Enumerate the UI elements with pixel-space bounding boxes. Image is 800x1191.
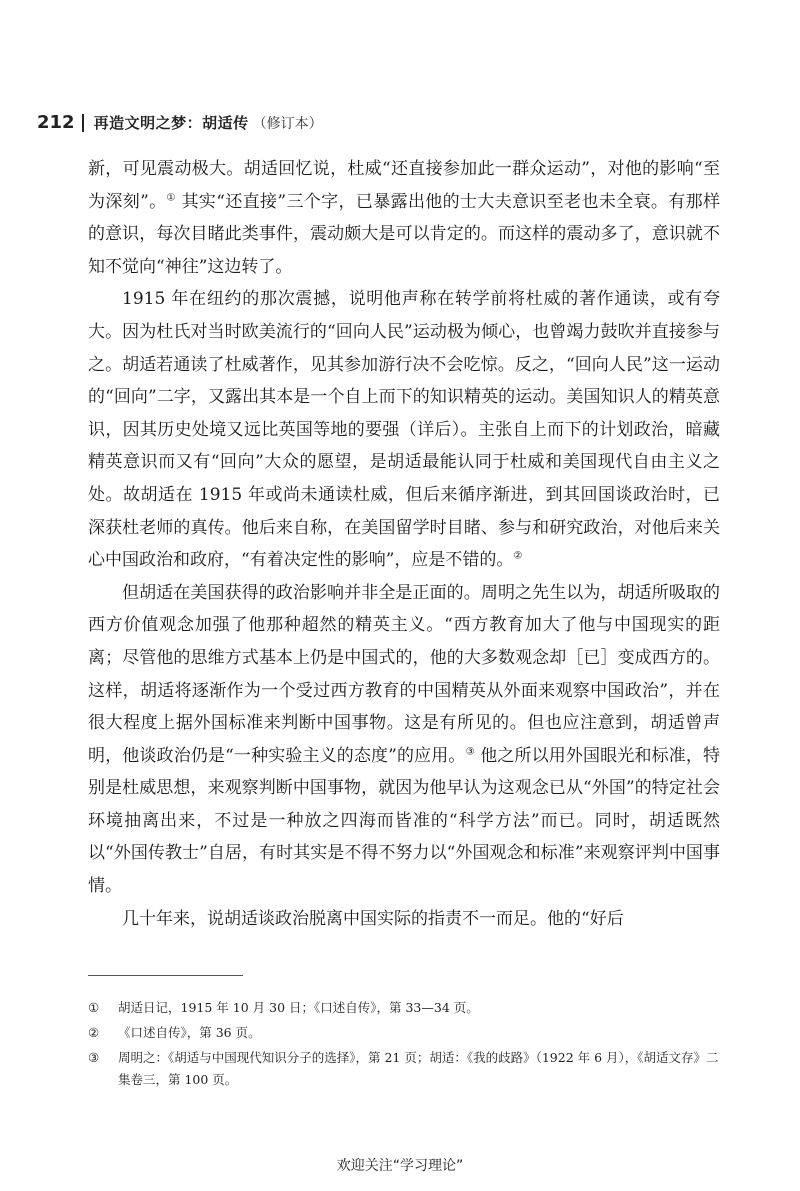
bottom-watermark-note: 欢迎关注“学习理论”	[336, 1158, 464, 1174]
footnote-mark: ③	[88, 1050, 100, 1065]
paragraph	[88, 577, 720, 903]
footnote-ref[interactable]: ③	[465, 746, 475, 758]
paragraph-text: 他之所以用外国眼光和标准，特别是杜威思想，来观察判断中国事物，就因为他早认为这观念已从“外国”的特定社会环境抽离出来，不过是一种放之四海而皆准的“科学方法”而已。同时，胡适既然以“外国传教士”自居，有时其实是不得不努力以“外国观念和标准”来观察评判中国事情。	[88, 745, 721, 897]
book-title: 再造文明之梦：胡适传	[93, 114, 249, 132]
footnote-divider	[88, 975, 243, 976]
footnotes	[88, 997, 720, 1094]
page-number: 212	[37, 112, 75, 133]
footnote-ref[interactable]: ②	[513, 550, 523, 562]
running-header	[37, 112, 323, 133]
paragraph-text: 1915 年在纽约的那次震撼，说明他声称在转学前将杜威的著作通读，或有夸大。因为杜氏对当时欧美流行的“回向人民”运动极为倾心，也曾竭力鼓吹并直接参与之。胡适若通读了杜威著作，见其参加游行决不会吃惊。反之，“回向人民”这一运动的“回向”二字，又露出其本是一个自上而下的知识精英的运动。美国知识人的精英意识，因其历史处境又远比英国等地的要强（详后）。主张自上而下的计划政治，暗藏精英意识而又有“回向”大众的愿望，是胡适最能认同于杜威和美国现代自由主义之处。故胡适在 1915 年或尚未通读杜威，但后来循序渐进，到其回国谈政治时，已深获杜老师的真传。他后来自称，在美国留学时目睹、参与和研究政治，对他后来关心中国政治和政府，“有着决定性的影响”，应是不错的。	[88, 289, 720, 571]
footnote-ref[interactable]: ①	[166, 191, 176, 203]
paragraph-text: 但胡适在美国获得的政治影响并非全是正面的。周明之先生以为，胡适所吸取的西方价值观念加强了他那种超然的精英主义。“西方教育加大了他与中国现实的距离；尽管他的思维方式基本上仍是中国式的，他的大多数观念却［已］变成西方的。这样，胡适将逐渐作为一个受过西方教育的中国精英从外面来观察中国政治”，并在很大程度上据外国标准来判断中国事物。这是有所见的。但也应注意到，胡适曾声明，他谈政治仍是“一种实验主义的态度”的应用。	[88, 582, 720, 766]
footnote-item	[88, 997, 720, 1019]
footnote-item	[88, 1022, 720, 1044]
paragraph	[88, 283, 720, 576]
footnote-mark: ②	[88, 1025, 100, 1040]
footnote-text: 《口述自传》，第 36 页。	[118, 1025, 261, 1040]
paragraph-text: 其实“还直接”三个字，已暴露出他的士大夫意识至老也未全衰。有那样的意识，每次目睹此类事件，震动颇大是可以肯定的。而这样的震动多了，意识就不知不觉向“神往”这边转了。	[88, 191, 720, 277]
footnote-text: 胡适日记，1915 年 10 月 30 日；《口述自传》，第 33—34 页。	[118, 1000, 479, 1015]
paragraph	[88, 153, 720, 283]
header-separator	[82, 114, 84, 132]
paragraph	[88, 903, 720, 936]
edition-label: （修订本）	[252, 115, 323, 132]
footnote-text: 周明之：《胡适与中国现代知识分子的选择》，第 21 页；胡适：《我的歧路》（1922 年 6 月），《胡适文存》二集卷三，第 100 页。	[118, 1050, 719, 1087]
body-text	[88, 153, 720, 935]
footnote-mark: ①	[88, 1000, 100, 1015]
footnote-item	[88, 1047, 720, 1091]
paragraph-text: 几十年来，说胡适谈政治脱离中国实际的指责不一而足。他的“好后	[122, 908, 624, 929]
paragraph-text: 新，可见震动极大。胡适回忆说，杜威“还直接参加此一群众运动”，对他的影响“至为深刻”。	[88, 159, 720, 212]
